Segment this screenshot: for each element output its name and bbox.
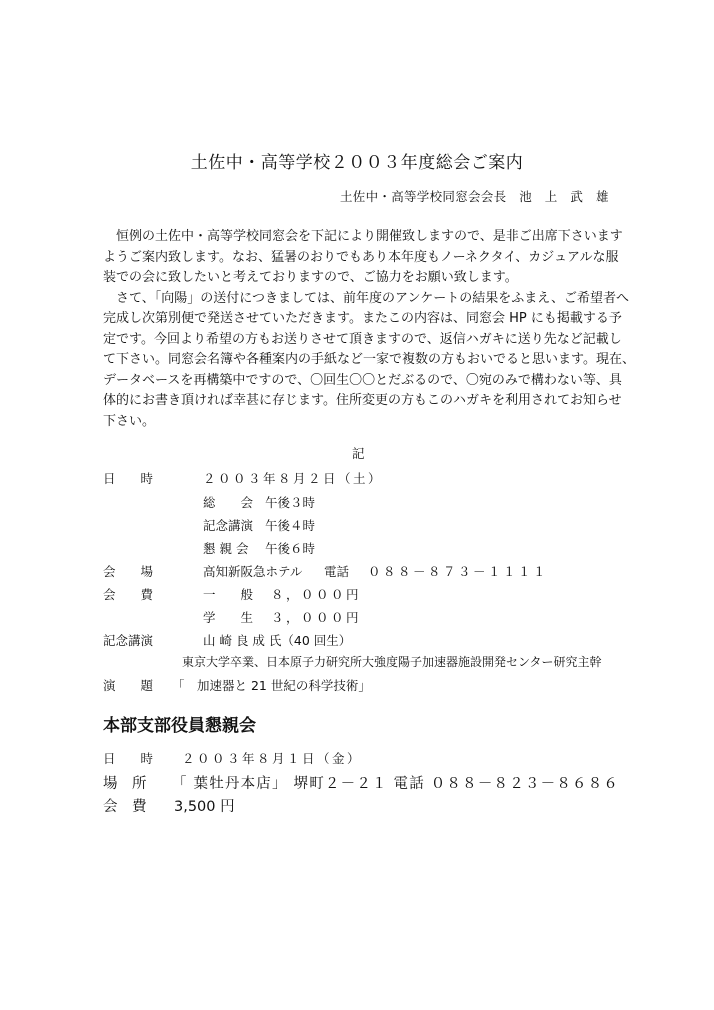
schedule-label: 記念講演 <box>203 518 254 533</box>
body-line: て下さい。同窓会名簿や各種案内の手紙など一家で複数の方もおいでると思います。現在、 <box>103 352 635 367</box>
fee-amount: ８，０００円 <box>271 587 362 602</box>
schedule-time: 午後６時 <box>265 541 316 556</box>
ki-mark: 記 <box>352 446 365 461</box>
schedule-time: 午後４時 <box>265 518 316 533</box>
author-line: 土佐中・高等学校同窓会会長 池 上 武 雄 <box>340 189 609 204</box>
lecturer-name: 山 崎 良 成 氏（40 回生） <box>203 633 352 648</box>
schedule-label: 総 会 <box>203 495 254 510</box>
fee-category: 一 般 <box>203 587 254 602</box>
body-line: 定です。今回より希望の方もお送りさせて頂きますので、返信ハガキに送り先など記載し <box>103 331 622 347</box>
branch-fee-label: 会 費 <box>103 799 147 815</box>
schedule-label: 懇 親 会 <box>203 541 249 556</box>
venue-value: 高知新阪急ホテル <box>203 564 303 579</box>
fee-amount: ３，０００円 <box>271 610 362 625</box>
body-line: 体的にお書き頂ければ幸甚に存じます。住所変更の方もこのハガキを利用されてお知らせ <box>103 393 622 408</box>
branch-date-value: ２００３年８月１日（金） <box>182 751 363 766</box>
lecture-label: 記念講演 <box>103 633 154 648</box>
branch-place-label: 場 所 <box>103 776 147 792</box>
schedule-time: 午後３時 <box>265 495 316 510</box>
date-value: ２００３年８月２日（土） <box>203 471 384 486</box>
body-line: さて、「向陽」の送付につきましては、前年度のアンケートの結果をふまえ、ご希望者へ <box>103 290 629 306</box>
branch-heading: 本部支部役員懇親会 <box>103 716 256 736</box>
branch-fee-value: 3,500 円 <box>174 799 235 815</box>
body-line: 装での会に致したいと考えておりますので、ご協力をお願い致します。 <box>103 270 518 285</box>
branch-date-label: 日 時 <box>103 751 154 766</box>
branch-place-value: 「 葉牡丹本店」 堺町２－２１ 電話 ０８８－８２３－８６８６ <box>172 776 620 792</box>
venue-phone: ０８８－８７３－１１１１ <box>368 564 549 579</box>
body-paragraphs <box>103 227 635 432</box>
lecturer-bio: 東京大学卒業、日本原子力研究所大強度陽子加速器施設開発センター研究主幹 <box>182 655 602 669</box>
topic-label: 演 題 <box>103 678 154 693</box>
venue-phone-label: 電話 <box>324 564 350 579</box>
body-line: 下さい。 <box>103 413 156 429</box>
body-line: データベースを再構築中ですので、〇回生〇〇とだぶるので、〇宛のみで構わない等、具 <box>103 372 622 388</box>
body-line: 恒例の土佐中・高等学校同窓会を下記により開催致しますので、是非ご出席下さいます <box>103 229 623 244</box>
body-line: ようご案内致します。なお、猛暑のおりでもあり本年度もノーネクタイ、カジュアルな服 <box>103 249 619 265</box>
page-title: 土佐中・高等学校２００３年度総会ご案内 <box>190 153 524 173</box>
fee-category: 学 生 <box>203 610 254 625</box>
topic-value: 「 加速器と 21 世紀の科学技術」 <box>172 678 371 693</box>
venue-label: 会 場 <box>103 564 154 579</box>
body-line: 完成し次第別便で発送させていただきます。またこの内容は、同窓会 HP にも掲載する予 <box>103 311 622 326</box>
fee-label: 会 費 <box>103 587 154 602</box>
date-label: 日 時 <box>103 471 154 486</box>
